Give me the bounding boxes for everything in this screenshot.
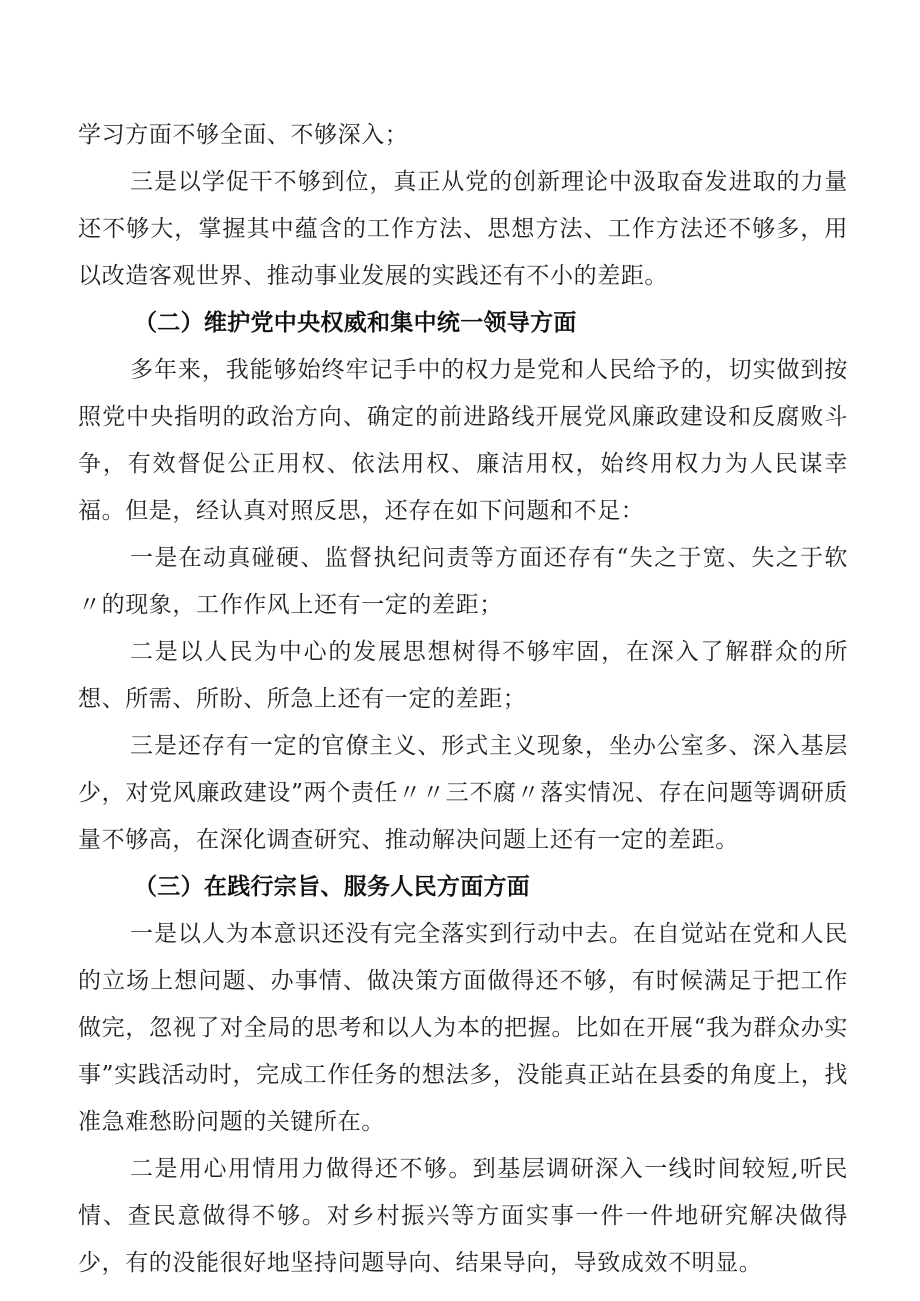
paragraph-issue-people-centered: 二是以人民为中心的发展思想树得不够牢固，在深入了解群众的所想、所需、所盼、所急上还有一定的差距； xyxy=(78,639,848,712)
paragraph-study-practice: 三是以学促干不够到位，真正从党的创新理论中汲取奋发进取的力量还不够大，掌握其中蕴含的工作方法、思想方法、工作方法还不够多，用以改造客观世界、推动事业发展的实践还有不小的差距。 xyxy=(78,169,848,289)
paragraph-continuation: 学习方面不够全面、不够深入； xyxy=(78,122,409,148)
paragraph-issue-discipline: 一是在动真碰硬、监督执纪问责等方面还存有“失之于宽、失之于软〃的现象，工作作风上还有一定的差距； xyxy=(78,545,848,618)
paragraph-people-oriented: 一是以人为本意识还没有完全落实到行动中去。在自觉站在党和人民的立场上想问题、办事情、做决策方面做得还不够，有时候满足于把工作做完，忽视了对全局的思考和以人为本的把握。比如在开展“我为群众办实事”实践活动时，完成工作任务的想法多，没能真正站在县委的角度上，找准急难愁盼问题的关键所在。 xyxy=(78,921,848,1135)
document-body xyxy=(78,112,848,1287)
paragraph-power-intro: 多年来，我能够始终牢记手中的权力是党和人民给予的，切实做到按照党中央指明的政治方向、确定的前进路线开展党风廉政建设和反腐败斗争，有效督促公正用权、依法用权、廉洁用权，始终用权力为人民谋幸福。但是，经认真对照反思，还存在如下问题和不足： xyxy=(78,357,848,524)
paragraph-grassroots-research: 二是用心用情用力做得还不够。到基层调研深入一线时间较短,听民情、查民意做得不够。对乡村振兴等方面实事一件一件地研究解决做得少，有的没能很好地坚持问题导向、结果导向，导致成效不明显。 xyxy=(78,1156,848,1276)
paragraph-issue-bureaucratism: 三是还存有一定的官僚主义、形式主义现象，坐办公室多、深入基层少，对党风廉政建设”两个责任〃〃三不腐〃落实情况、存在问题等调研质量不够高，在深化调查研究、推动解决问题上还有一定的差距。 xyxy=(78,733,848,853)
section-heading-2: （二）维护党中央权威和集中统一领导方面 xyxy=(134,310,577,336)
section-heading-3: （三）在践行宗旨、服务人民方面方面 xyxy=(134,874,531,900)
